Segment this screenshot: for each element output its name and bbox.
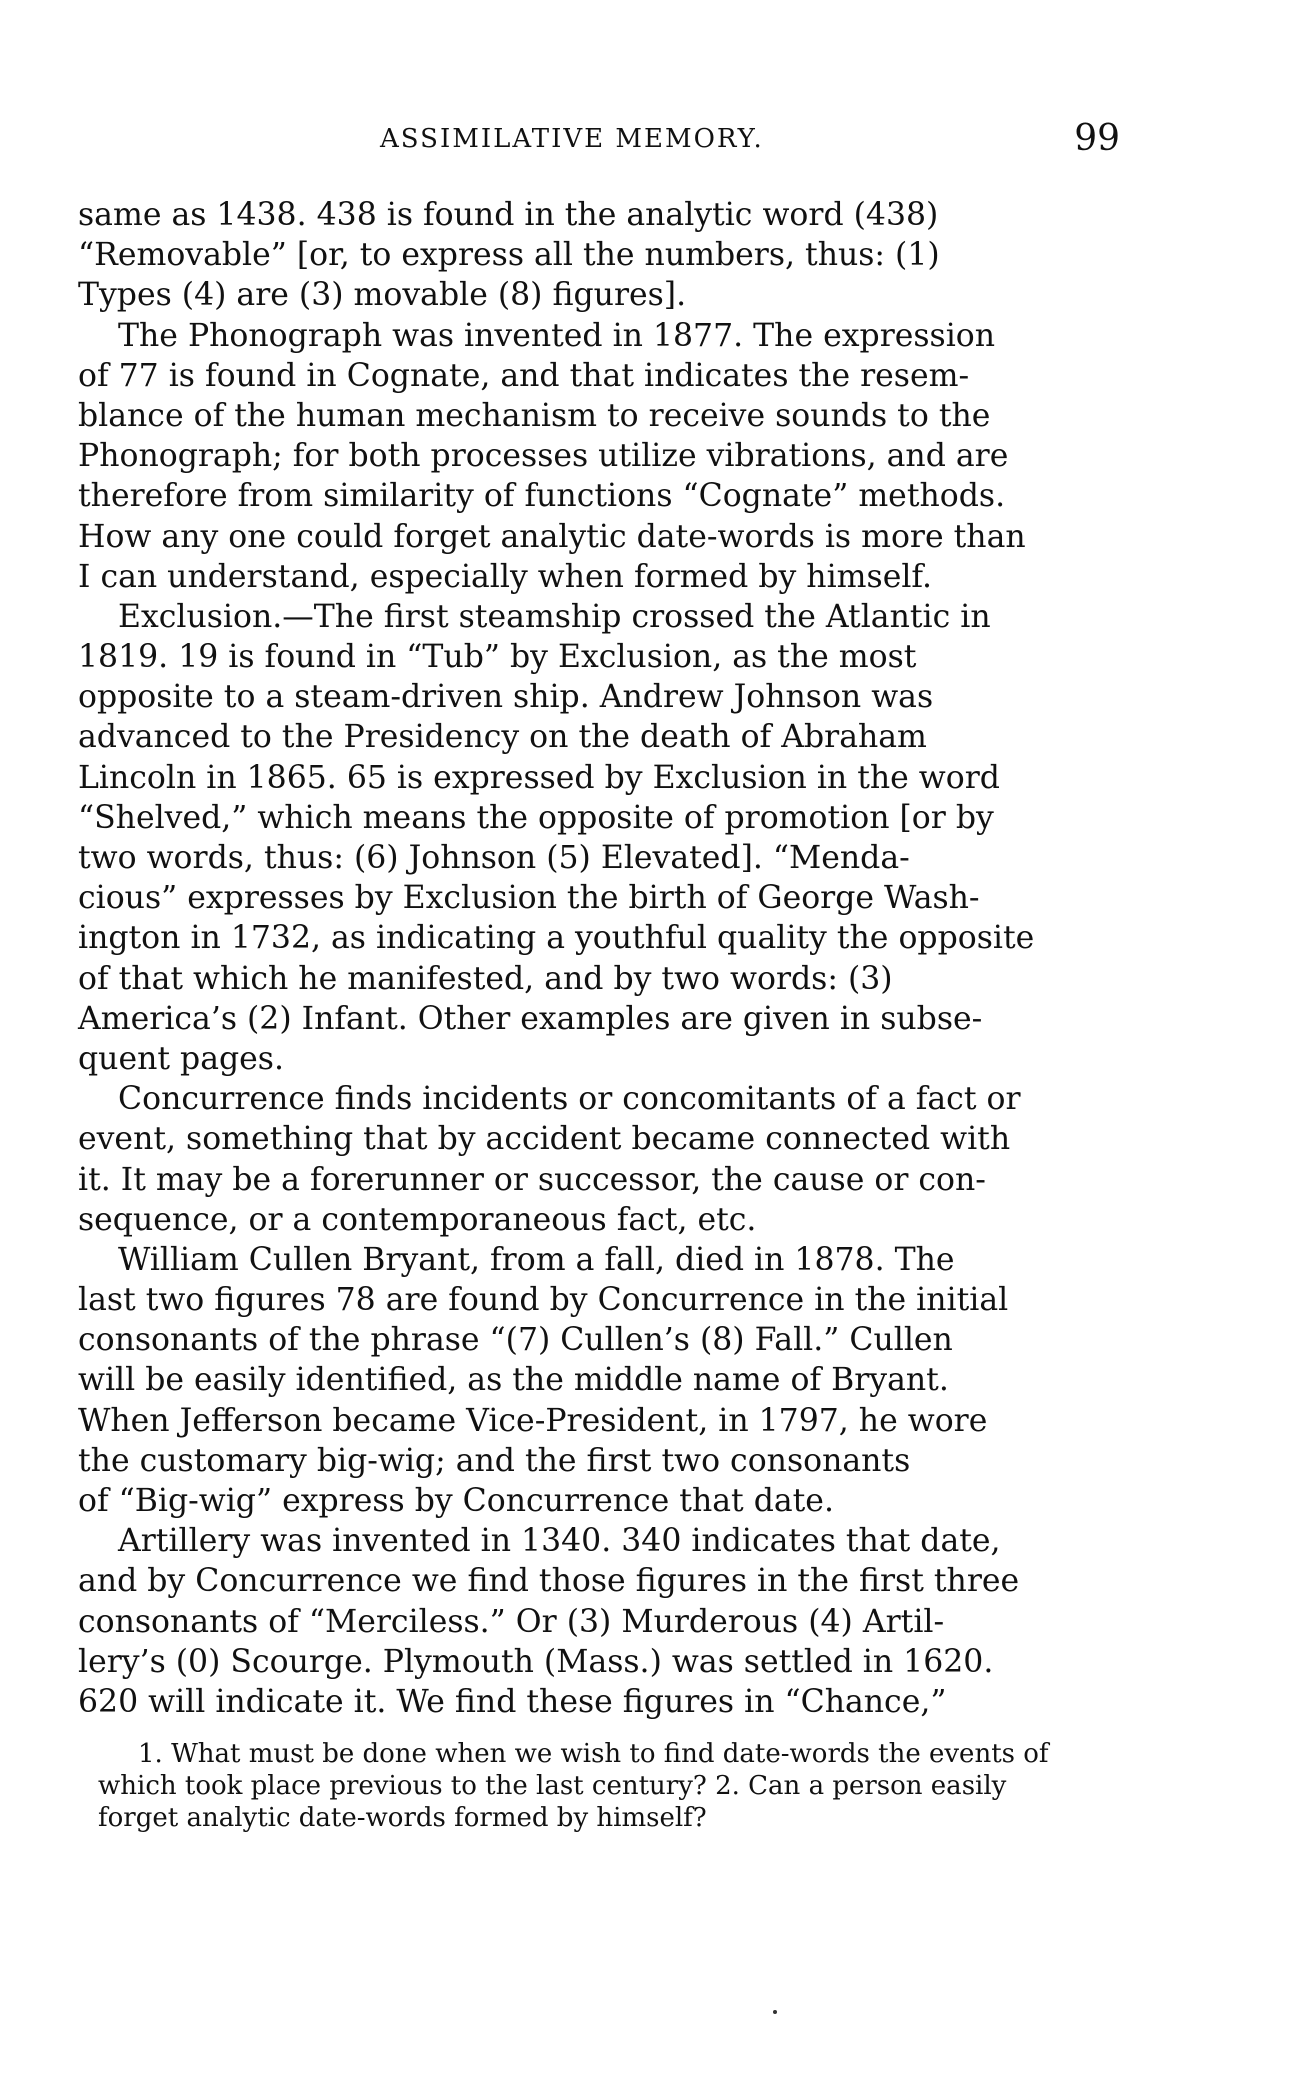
- page-number: 99: [1074, 118, 1120, 159]
- text-line: Types (4) are (3) movable (8) figures].: [78, 277, 687, 314]
- footnote-line: forget analytic date-words formed by himself?: [98, 1803, 707, 1833]
- text-line: blance of the human mechanism to receive sounds to the: [78, 397, 991, 434]
- text-line: How any one could forget analytic date-words is more than: [78, 518, 1026, 555]
- text-line: of “Big-wig” express by Concurrence that date.: [78, 1483, 834, 1519]
- text-line: 1819. 19 is found in “Tub” by Exclusion, as the most: [78, 639, 917, 676]
- footnote-line: which took place previous to the last century? 2. Can a person easily: [98, 1771, 1007, 1801]
- text-line: Phonograph; for both processes utilize vibrations, and are: [78, 438, 1009, 475]
- text-line: William Cullen Bryant, from a fall, died in 1878. The: [118, 1241, 955, 1278]
- body-text: [78, 195, 1123, 1722]
- text-line: advanced to the Presidency on the death of Abraham: [78, 719, 927, 756]
- text-line: event, something that by accident became connected with: [78, 1121, 1011, 1158]
- running-head: [80, 118, 1120, 168]
- text-line: therefore from similarity of functions “Cognate” methods.: [78, 478, 1006, 515]
- text-line: and by Concurrence we find those figures in the first three: [78, 1563, 1020, 1600]
- text-line: it. It may be a forerunner or successor, the cause or con-: [78, 1161, 986, 1198]
- text-line: last two figures 78 are found by Concurrence in the initial: [78, 1282, 1009, 1319]
- text-line: Artillery was invented in 1340. 340 indicates that date,: [118, 1523, 1001, 1560]
- footnote-line: 1. What must be done when we wish to find date-words the events of: [138, 1739, 1049, 1769]
- running-title: ASSIMILATIVE MEMORY.: [380, 124, 764, 154]
- text-line: Concurrence finds incidents or concomitants of a fact or: [118, 1081, 1021, 1118]
- text-line: Lincoln in 1865. 65 is expressed by Exclusion in the word: [78, 759, 1000, 796]
- text-line: When Jefferson became Vice-President, in 1797, he wore: [78, 1402, 988, 1439]
- text-line: opposite to a steam-driven ship. Andrew Johnson was: [78, 679, 934, 716]
- text-line: two words, thus: (6) Johnson (5) Elevated]. “Menda-: [78, 840, 910, 876]
- text-line: consonants of the phrase “(7) Cullen’s (8) Fall.” Cullen: [78, 1322, 953, 1359]
- text-line: I can understand, especially when formed by himself.: [78, 558, 932, 595]
- text-line: “Shelved,” which means the opposite of promotion [or by: [78, 799, 994, 836]
- ink-speck: [773, 2010, 777, 2014]
- text-line: “Removable” [or, to express all the numbers, thus: (1): [78, 237, 940, 274]
- text-line: consonants of “Merciless.” Or (3) Murderous (4) Artil-: [78, 1603, 945, 1640]
- text-line: The Phonograph was invented in 1877. The expression: [118, 317, 996, 354]
- text-line: the customary big-wig; and the first two consonants: [78, 1442, 911, 1479]
- text-line: same as 1438. 438 is found in the analytic word (438): [78, 197, 939, 233]
- text-line: America’s (2) Infant. Other examples are given in subse-: [78, 1000, 983, 1037]
- text-line: of that which he manifested, and by two words: (3): [78, 960, 893, 997]
- text-line: of 77 is found in Cognate, and that indicates the resem-: [78, 357, 970, 394]
- text-line: will be easily identified, as the middle name of Bryant.: [78, 1362, 949, 1399]
- footnote: [98, 1738, 1138, 1834]
- text-line: cious” expresses by Exclusion the birth of George Wash-: [78, 880, 980, 917]
- text-line: 620 will indicate it. We find these figures in “Chance,”: [78, 1683, 947, 1720]
- text-line: Exclusion.—The first steamship crossed the Atlantic in: [118, 598, 991, 635]
- text-line: sequence, or a contemporaneous fact, etc.: [78, 1201, 757, 1238]
- text-line: quent pages.: [78, 1040, 284, 1077]
- text-line: lery’s (0) Scourge. Plymouth (Mass.) was settled in 1620.: [78, 1643, 994, 1680]
- text-line: ington in 1732, as indicating a youthful quality the opposite: [78, 920, 1035, 957]
